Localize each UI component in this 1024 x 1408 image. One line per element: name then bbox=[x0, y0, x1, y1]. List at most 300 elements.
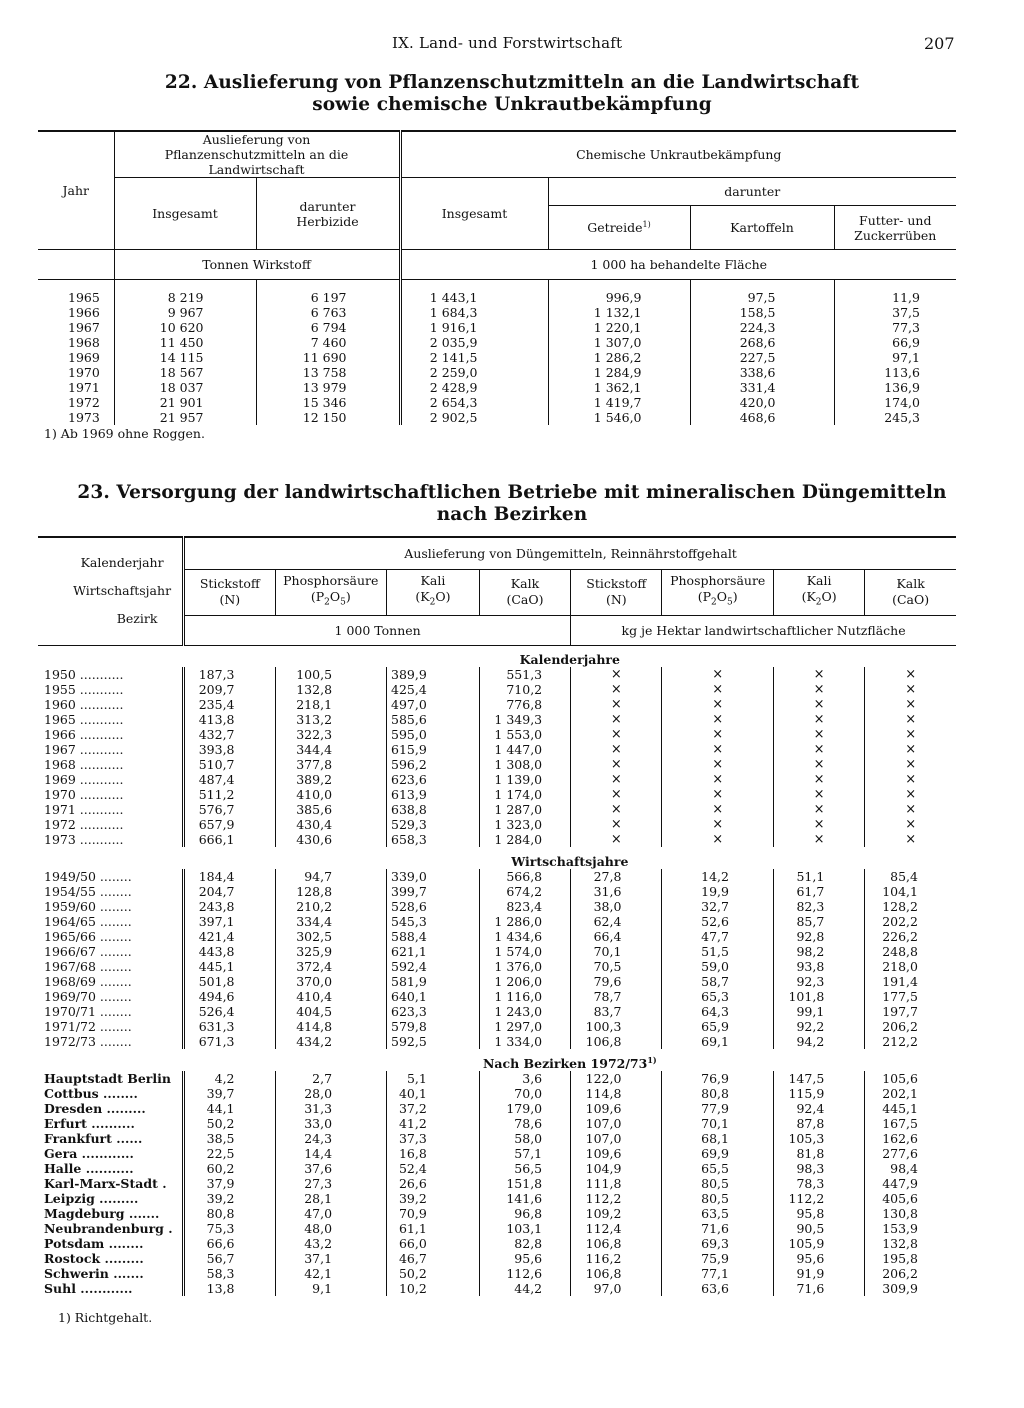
value-cell: 413,8 bbox=[184, 712, 275, 727]
row-label bbox=[38, 667, 184, 682]
value-cell: 501,8 bbox=[184, 974, 275, 989]
value-cell: 22,5 bbox=[184, 1146, 275, 1161]
table-row bbox=[38, 1191, 956, 1206]
value-cell: 4,2 bbox=[184, 1071, 275, 1086]
value-cell: 204,7 bbox=[184, 884, 275, 899]
leader-dots: ........... bbox=[75, 697, 124, 712]
value-cell: 57,1 bbox=[479, 1146, 570, 1161]
value-cell: 6 763 bbox=[256, 305, 400, 320]
value-cell: 69,1 bbox=[662, 1034, 774, 1049]
value-cell: 2 035,9 bbox=[400, 335, 548, 350]
year-cell: 1965 bbox=[68, 290, 100, 305]
value-cell: 595,0 bbox=[387, 727, 480, 742]
not-applicable-mark: × bbox=[662, 727, 774, 742]
row-label bbox=[38, 974, 184, 989]
table-row bbox=[38, 350, 956, 365]
value-cell: 50,2 bbox=[184, 1116, 275, 1131]
leader-dots: ........ bbox=[95, 944, 132, 959]
table23-title-line1: 23. Versorgung der landwirtschaftlichen Betriebe mit mineralischen Düngemitteln bbox=[77, 482, 947, 503]
value-cell: 115,9 bbox=[773, 1086, 864, 1101]
value-cell: 445,1 bbox=[865, 1101, 956, 1116]
value-cell: 97,5 bbox=[690, 280, 834, 306]
value-cell: 566,8 bbox=[479, 869, 570, 884]
value-cell: 671,3 bbox=[184, 1034, 275, 1049]
value-cell: 1 323,0 bbox=[479, 817, 570, 832]
row-label-text: Neubrandenburg . bbox=[44, 1221, 173, 1237]
value-cell: 78,6 bbox=[479, 1116, 570, 1131]
value-cell: 69,9 bbox=[662, 1146, 774, 1161]
not-applicable-mark: × bbox=[571, 727, 662, 742]
value-cell: 62,4 bbox=[571, 914, 662, 929]
value-cell: 545,3 bbox=[387, 914, 480, 929]
value-cell: 141,6 bbox=[479, 1191, 570, 1206]
table-row bbox=[38, 974, 956, 989]
value-cell: 11 450 bbox=[114, 335, 256, 350]
value-cell: 80,8 bbox=[184, 1206, 275, 1221]
not-applicable-mark: × bbox=[865, 682, 956, 697]
not-applicable-mark: × bbox=[571, 712, 662, 727]
value-cell: 77,3 bbox=[834, 320, 956, 335]
value-cell: 97,1 bbox=[834, 350, 956, 365]
col-name: Kali bbox=[806, 573, 832, 589]
value-cell: 370,0 bbox=[275, 974, 387, 989]
value-cell: 414,8 bbox=[275, 1019, 387, 1034]
row-label bbox=[38, 697, 184, 712]
row-label-text: 1955 bbox=[44, 682, 76, 697]
value-cell: 66,9 bbox=[834, 335, 956, 350]
value-cell: 226,2 bbox=[865, 929, 956, 944]
value-cell: 2 141,5 bbox=[400, 350, 548, 365]
value-cell: 78,3 bbox=[773, 1176, 864, 1191]
table-row bbox=[38, 989, 956, 1004]
value-cell: 51,1 bbox=[773, 869, 864, 884]
value-cell: 585,6 bbox=[387, 712, 480, 727]
row-label-text: 1971 bbox=[44, 802, 76, 817]
table-row bbox=[38, 832, 956, 847]
table-row bbox=[38, 667, 956, 682]
not-applicable-mark: × bbox=[865, 817, 956, 832]
value-cell: 1 132,1 bbox=[548, 305, 690, 320]
table-row bbox=[38, 1116, 956, 1131]
value-cell: 529,3 bbox=[387, 817, 480, 832]
value-cell: 623,3 bbox=[387, 1004, 480, 1019]
not-applicable-mark: × bbox=[773, 817, 864, 832]
value-cell: 338,6 bbox=[690, 365, 834, 380]
year-cell: 1971 bbox=[68, 380, 100, 395]
value-cell: 823,4 bbox=[479, 899, 570, 914]
value-cell: 218,1 bbox=[275, 697, 387, 712]
value-cell: 100,5 bbox=[275, 667, 387, 682]
subscript: 2 bbox=[324, 597, 330, 608]
col-formula: $(K_2O)$ bbox=[801, 589, 837, 608]
not-applicable-mark: × bbox=[865, 712, 956, 727]
table-row bbox=[38, 305, 956, 320]
value-cell: 658,3 bbox=[387, 832, 480, 847]
value-cell: 277,6 bbox=[865, 1146, 956, 1161]
value-cell: 81,8 bbox=[773, 1146, 864, 1161]
row-label-text: 1968/69 bbox=[44, 974, 96, 989]
row-label-text: 1950 bbox=[44, 667, 76, 682]
leader-dots: ........ bbox=[95, 959, 132, 974]
value-cell: 63,6 bbox=[662, 1281, 774, 1296]
leader-dots: ........ bbox=[95, 929, 132, 944]
value-cell: 430,4 bbox=[275, 817, 387, 832]
row-label bbox=[38, 1266, 184, 1281]
stub-line1: Kalenderjahr bbox=[80, 555, 164, 571]
value-cell: 309,9 bbox=[865, 1281, 956, 1296]
row-label-text: 1965 bbox=[44, 712, 76, 727]
value-cell: 432,7 bbox=[184, 727, 275, 742]
row-label-text: Erfurt .......... bbox=[44, 1116, 135, 1132]
value-cell: 1 297,0 bbox=[479, 1019, 570, 1034]
value-cell: 397,1 bbox=[184, 914, 275, 929]
not-applicable-mark: × bbox=[571, 787, 662, 802]
row-label bbox=[38, 712, 184, 727]
section-note: 1) bbox=[647, 1055, 657, 1065]
row-label-text: Schwerin ....... bbox=[44, 1266, 144, 1282]
value-cell: 405,6 bbox=[865, 1191, 956, 1206]
stub-line3: Bezirk bbox=[116, 611, 158, 627]
not-applicable-mark: × bbox=[662, 712, 774, 727]
table23-title-line2: nach Bezirken bbox=[436, 504, 588, 525]
table23 bbox=[38, 536, 956, 1296]
value-cell: 331,4 bbox=[690, 380, 834, 395]
value-cell: 132,8 bbox=[275, 682, 387, 697]
row-label bbox=[38, 1206, 184, 1221]
row-label-text: 1965/66 bbox=[44, 929, 96, 944]
value-cell: 26,6 bbox=[387, 1176, 480, 1191]
row-label bbox=[38, 727, 184, 742]
stub-spacer bbox=[38, 645, 184, 667]
not-applicable-mark: × bbox=[662, 787, 774, 802]
table22-title-line2: sowie chemische Unkrautbekämpfung bbox=[312, 94, 712, 115]
value-cell: 21 901 bbox=[114, 395, 256, 410]
value-cell: 195,8 bbox=[865, 1251, 956, 1266]
table-row bbox=[38, 712, 956, 727]
row-label bbox=[38, 817, 184, 832]
group-header: Auslieferung von Düngemitteln, Reinnährstoffgehalt bbox=[184, 537, 956, 569]
value-cell: 116,2 bbox=[571, 1251, 662, 1266]
value-cell: 421,4 bbox=[184, 929, 275, 944]
col-formula: (N) bbox=[219, 592, 241, 607]
stub-spacer bbox=[38, 1049, 184, 1071]
value-cell: 75,9 bbox=[662, 1251, 774, 1266]
value-cell: 5,1 bbox=[387, 1071, 480, 1086]
value-cell: 468,6 bbox=[690, 410, 834, 425]
leader-dots: ........... bbox=[75, 667, 124, 682]
not-applicable-mark: × bbox=[662, 742, 774, 757]
row-label-text: 1967 bbox=[44, 742, 76, 757]
subscript: 5 bbox=[340, 597, 346, 608]
stub-line2: Wirtschaftsjahr bbox=[73, 583, 172, 599]
year-cell: 1969 bbox=[68, 350, 100, 365]
col-formula: (CaO) bbox=[892, 592, 930, 607]
not-applicable-mark: × bbox=[773, 772, 864, 787]
col-header bbox=[275, 569, 387, 615]
table-row bbox=[38, 959, 956, 974]
section-districts bbox=[38, 1049, 956, 1071]
row-label bbox=[38, 757, 184, 772]
row-label bbox=[38, 1236, 184, 1251]
row-label-text: 1970 bbox=[44, 787, 76, 802]
not-applicable-mark: × bbox=[662, 667, 774, 682]
value-cell: 65,3 bbox=[662, 989, 774, 1004]
value-cell: 420,0 bbox=[690, 395, 834, 410]
value-cell: 657,9 bbox=[184, 817, 275, 832]
not-applicable-mark: × bbox=[865, 772, 956, 787]
value-cell: 206,2 bbox=[865, 1019, 956, 1034]
not-applicable-mark: × bbox=[571, 742, 662, 757]
value-cell: 1 546,0 bbox=[548, 410, 690, 425]
value-cell: 77,1 bbox=[662, 1266, 774, 1281]
leader-dots: ........... bbox=[75, 682, 124, 697]
value-cell: 1 308,0 bbox=[479, 757, 570, 772]
value-cell: 12 150 bbox=[256, 410, 400, 425]
value-cell: 107,0 bbox=[571, 1131, 662, 1146]
table-row bbox=[38, 335, 956, 350]
value-cell: 8 219 bbox=[114, 280, 256, 306]
value-cell: 65,5 bbox=[662, 1161, 774, 1176]
value-cell: 410,4 bbox=[275, 989, 387, 1004]
value-cell: 526,4 bbox=[184, 1004, 275, 1019]
stub-spacer bbox=[38, 847, 184, 869]
row-label bbox=[38, 989, 184, 1004]
row-label-text: 1969/70 bbox=[44, 989, 96, 1004]
col-name: Stickstoff bbox=[586, 576, 647, 591]
value-cell: 596,2 bbox=[387, 757, 480, 772]
row-label bbox=[38, 944, 184, 959]
value-cell: 1 916,1 bbox=[400, 320, 548, 335]
value-cell: 13 979 bbox=[256, 380, 400, 395]
value-cell: 37,1 bbox=[275, 1251, 387, 1266]
value-cell: 15 346 bbox=[256, 395, 400, 410]
not-applicable-mark: × bbox=[773, 802, 864, 817]
leader-dots: ........ bbox=[95, 869, 132, 884]
value-cell: 61,1 bbox=[387, 1221, 480, 1236]
value-cell: 65,9 bbox=[662, 1019, 774, 1034]
value-cell: 2 259,0 bbox=[400, 365, 548, 380]
value-cell: 76,9 bbox=[662, 1071, 774, 1086]
not-applicable-mark: × bbox=[662, 757, 774, 772]
value-cell: 14,2 bbox=[662, 869, 774, 884]
value-cell: 1 174,0 bbox=[479, 787, 570, 802]
table-row bbox=[38, 1251, 956, 1266]
value-cell: 59,0 bbox=[662, 959, 774, 974]
unit-left: Tonnen Wirkstoff bbox=[114, 250, 400, 280]
value-cell: 95,6 bbox=[773, 1251, 864, 1266]
year-cell: 1970 bbox=[68, 365, 100, 380]
table-row bbox=[38, 727, 956, 742]
value-cell: 248,8 bbox=[865, 944, 956, 959]
not-applicable-mark: × bbox=[865, 787, 956, 802]
value-cell: 32,7 bbox=[662, 899, 774, 914]
value-cell: 109,2 bbox=[571, 1206, 662, 1221]
leader-dots: ........... bbox=[75, 712, 124, 727]
leader-dots: ........ bbox=[95, 884, 132, 899]
not-applicable-mark: × bbox=[662, 682, 774, 697]
not-applicable-mark: × bbox=[571, 832, 662, 847]
value-cell: 174,0 bbox=[834, 395, 956, 410]
value-cell: 510,7 bbox=[184, 757, 275, 772]
table23-title bbox=[0, 482, 1024, 526]
value-cell: 235,4 bbox=[184, 697, 275, 712]
value-cell: 38,0 bbox=[571, 899, 662, 914]
table-row bbox=[38, 395, 956, 410]
value-cell: 85,7 bbox=[773, 914, 864, 929]
value-cell: 66,6 bbox=[184, 1236, 275, 1251]
value-cell: 389,2 bbox=[275, 772, 387, 787]
value-cell: 94,2 bbox=[773, 1034, 864, 1049]
value-cell: 37,5 bbox=[834, 305, 956, 320]
year-cell: 1972 bbox=[68, 395, 100, 410]
not-applicable-mark: × bbox=[571, 682, 662, 697]
col-year-header: Jahr bbox=[38, 131, 114, 250]
value-cell: 70,0 bbox=[479, 1086, 570, 1101]
value-cell: 245,3 bbox=[834, 410, 956, 425]
value-cell: 399,7 bbox=[387, 884, 480, 899]
col-formula: $(P_2O_5)$ bbox=[697, 589, 738, 608]
value-cell: 39,7 bbox=[184, 1086, 275, 1101]
value-cell: 96,8 bbox=[479, 1206, 570, 1221]
not-applicable-mark: × bbox=[571, 817, 662, 832]
row-label bbox=[38, 1116, 184, 1131]
value-cell: 50,2 bbox=[387, 1266, 480, 1281]
value-cell: 112,2 bbox=[571, 1191, 662, 1206]
value-cell: 447,9 bbox=[865, 1176, 956, 1191]
table-row bbox=[38, 944, 956, 959]
table22 bbox=[38, 130, 956, 425]
value-cell: 1 284,9 bbox=[548, 365, 690, 380]
value-cell: 487,4 bbox=[184, 772, 275, 787]
value-cell: 14,4 bbox=[275, 1146, 387, 1161]
value-cell: 339,0 bbox=[387, 869, 480, 884]
value-cell: 576,7 bbox=[184, 802, 275, 817]
leader-dots: ........... bbox=[75, 742, 124, 757]
value-cell: 674,2 bbox=[479, 884, 570, 899]
col-header bbox=[387, 569, 480, 615]
value-cell: 1 443,1 bbox=[400, 280, 548, 306]
value-cell: 132,8 bbox=[865, 1236, 956, 1251]
value-cell: 85,4 bbox=[865, 869, 956, 884]
row-label bbox=[38, 772, 184, 787]
value-cell: 430,6 bbox=[275, 832, 387, 847]
row-label bbox=[38, 914, 184, 929]
value-cell: 615,9 bbox=[387, 742, 480, 757]
not-applicable-mark: × bbox=[571, 697, 662, 712]
value-cell: 776,8 bbox=[479, 697, 570, 712]
col-fodder-header: Futter- und Zuckerrüben bbox=[834, 206, 956, 250]
value-cell: 996,9 bbox=[548, 280, 690, 306]
leader-dots: ........ bbox=[95, 1019, 132, 1034]
value-cell: 128,8 bbox=[275, 884, 387, 899]
value-cell: 389,9 bbox=[387, 667, 480, 682]
row-label bbox=[38, 1101, 184, 1116]
value-cell: 113,6 bbox=[834, 365, 956, 380]
value-cell: 1 376,0 bbox=[479, 959, 570, 974]
value-cell: 209,7 bbox=[184, 682, 275, 697]
value-cell: 28,0 bbox=[275, 1086, 387, 1101]
value-cell: 1 307,0 bbox=[548, 335, 690, 350]
row-label-text: Halle ........... bbox=[44, 1161, 134, 1177]
not-applicable-mark: × bbox=[662, 772, 774, 787]
table-row bbox=[38, 869, 956, 884]
not-applicable-mark: × bbox=[571, 772, 662, 787]
value-cell: 112,2 bbox=[773, 1191, 864, 1206]
not-applicable-mark: × bbox=[773, 697, 864, 712]
value-cell: 13 758 bbox=[256, 365, 400, 380]
col-grain-header bbox=[548, 206, 690, 250]
table-row bbox=[38, 787, 956, 802]
leader-dots: ........... bbox=[75, 757, 124, 772]
table-row bbox=[38, 410, 956, 425]
value-cell: 92,4 bbox=[773, 1101, 864, 1116]
table-row bbox=[38, 365, 956, 380]
table22-title-line1: 22. Auslieferung von Pflanzenschutzmitteln an die Landwirtschaft bbox=[164, 72, 860, 93]
table-row bbox=[38, 320, 956, 335]
year-cell: 1967 bbox=[68, 320, 100, 335]
value-cell: 58,3 bbox=[184, 1266, 275, 1281]
col-name: Kalk bbox=[896, 576, 925, 591]
leader-dots: ........... bbox=[75, 772, 124, 787]
row-label bbox=[38, 1034, 184, 1049]
leader-dots: ........... bbox=[75, 832, 124, 847]
group-weed-header: Chemische Unkrautbekämpfung bbox=[400, 131, 956, 178]
value-cell: 710,2 bbox=[479, 682, 570, 697]
row-label-text: Potsdam ........ bbox=[44, 1236, 144, 1252]
value-cell: 2 428,9 bbox=[400, 380, 548, 395]
value-cell: 16,8 bbox=[387, 1146, 480, 1161]
value-cell: 638,8 bbox=[387, 802, 480, 817]
row-label bbox=[38, 1004, 184, 1019]
value-cell: 184,4 bbox=[184, 869, 275, 884]
not-applicable-mark: × bbox=[773, 682, 864, 697]
row-label-text: Cottbus ........ bbox=[44, 1086, 138, 1102]
value-cell: 6 197 bbox=[256, 280, 400, 306]
value-cell: 94,7 bbox=[275, 869, 387, 884]
col-weed-total-header: Insgesamt bbox=[400, 178, 548, 250]
table-row bbox=[38, 899, 956, 914]
row-label bbox=[38, 1131, 184, 1146]
value-cell: 38,5 bbox=[184, 1131, 275, 1146]
value-cell: 177,5 bbox=[865, 989, 956, 1004]
unit-right: 1 000 ha behandelte Fläche bbox=[400, 250, 956, 280]
value-cell: 98,3 bbox=[773, 1161, 864, 1176]
value-cell: 105,3 bbox=[773, 1131, 864, 1146]
value-cell: 377,8 bbox=[275, 757, 387, 772]
value-cell: 69,3 bbox=[662, 1236, 774, 1251]
row-label-text: 1966 bbox=[44, 727, 76, 742]
leader-dots: ........ bbox=[95, 1034, 132, 1049]
value-cell: 71,6 bbox=[773, 1281, 864, 1296]
not-applicable-mark: × bbox=[865, 742, 956, 757]
row-label bbox=[38, 959, 184, 974]
value-cell: 128,2 bbox=[865, 899, 956, 914]
value-cell: 109,6 bbox=[571, 1146, 662, 1161]
value-cell: 82,3 bbox=[773, 899, 864, 914]
row-label-text: 1970/71 bbox=[44, 1004, 96, 1019]
col-grain-note: 1) bbox=[642, 219, 651, 229]
table-row bbox=[38, 884, 956, 899]
not-applicable-mark: × bbox=[662, 697, 774, 712]
row-label-text: 1960 bbox=[44, 697, 76, 712]
value-cell: 2 902,5 bbox=[400, 410, 548, 425]
table-row bbox=[38, 682, 956, 697]
table-row bbox=[38, 380, 956, 395]
value-cell: 58,0 bbox=[479, 1131, 570, 1146]
table-row bbox=[38, 1206, 956, 1221]
value-cell: 71,6 bbox=[662, 1221, 774, 1236]
value-cell: 551,3 bbox=[479, 667, 570, 682]
